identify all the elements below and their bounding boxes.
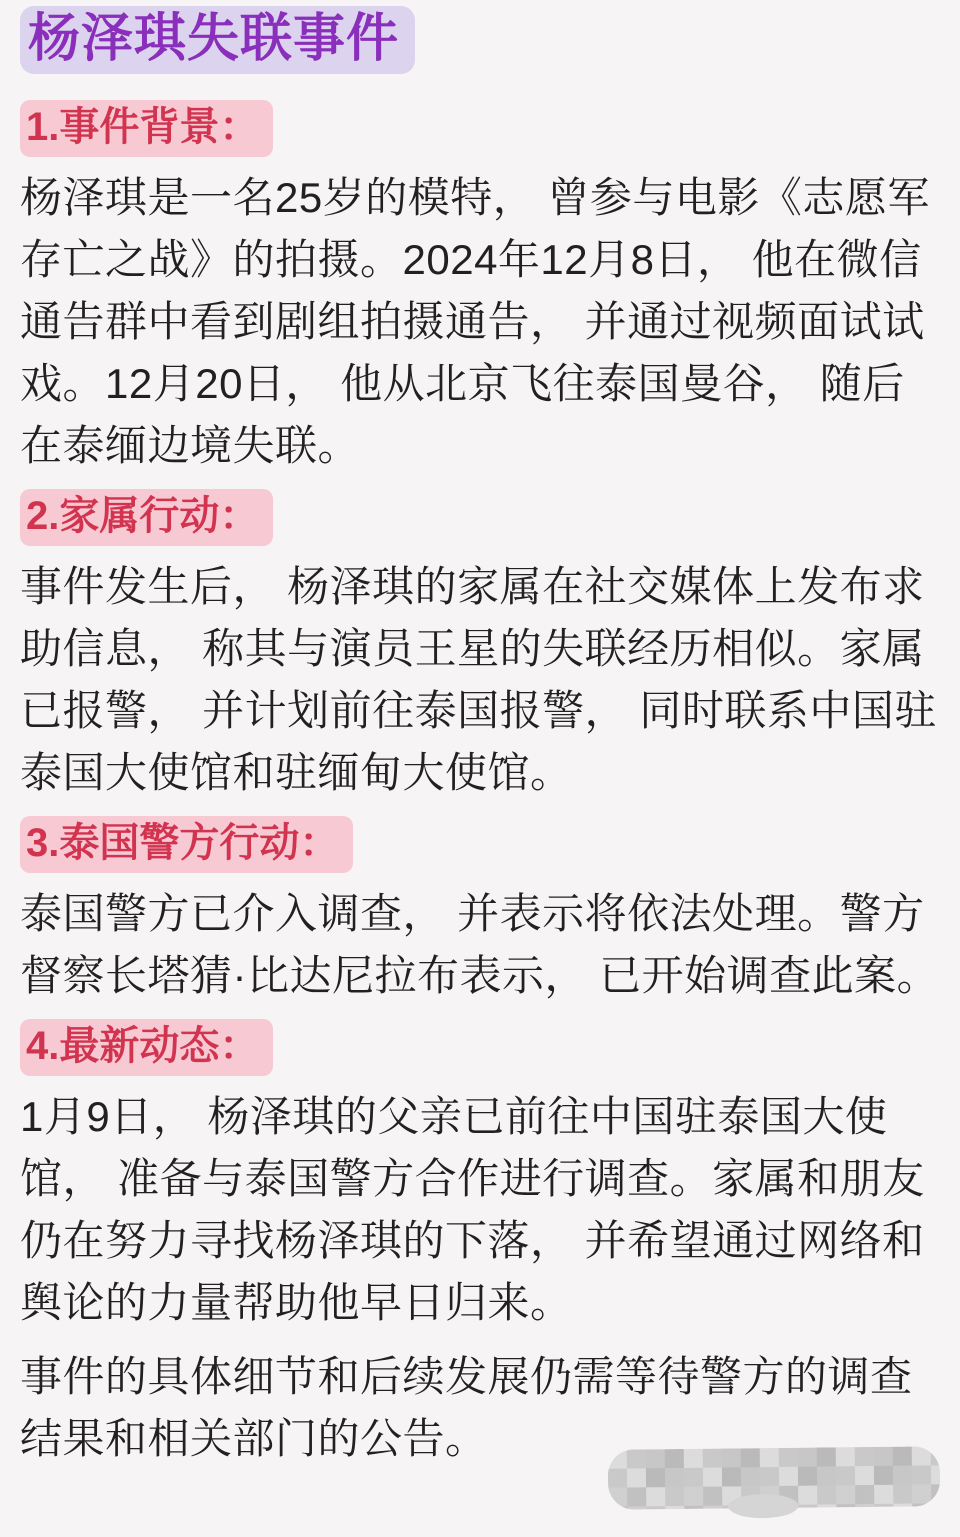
paragraph-event-background: 杨泽琪是一名25岁的模特， 曾参与电影《志愿军存亡之战》的拍摄。2024年12月8日， 他在微信通告群中看到剧组拍摄通告， 并通过视频面试试戏。12月20日， 他从北京飞往泰国曼谷， 随后在泰缅边境失联。	[20, 174, 930, 469]
page-title: 杨泽琪失联事件	[20, 6, 415, 74]
closing-paragraph: 事件的具体细节和后续发展仍需等待警方的调查结果和相关部门的公告。	[20, 1353, 913, 1462]
section-heading-thai-police-actions: 3.泰国警方行动：	[20, 816, 353, 873]
section-thai-police-actions	[20, 816, 940, 1007]
section-heading-event-background: 1.事件背景：	[20, 100, 273, 157]
section-event-background	[20, 100, 940, 477]
section-heading-latest-updates: 4.最新动态：	[20, 1019, 273, 1076]
section-family-actions	[20, 489, 940, 804]
paragraph-thai-police-actions: 泰国警方已介入调查， 并表示将依法处理。警方督察长塔猜·比达尼拉布表示， 已开始调查此案。	[20, 890, 940, 999]
paragraph-latest-updates: 1月9日， 杨泽琪的父亲已前往中国驻泰国大使馆， 准备与泰国警方合作进行调查。家属和朋友仍在努力寻找杨泽琪的下落， 并希望通过网络和舆论的力量帮助他早日归来。	[20, 1093, 925, 1326]
section-heading-family-actions: 2.家属行动：	[20, 489, 273, 546]
pixelated-watermark	[608, 1446, 941, 1509]
paragraph-family-actions: 事件发生后， 杨泽琪的家属在社交媒体上发布求助信息， 称其与演员王星的失联经历相似。家属已报警， 并计划前往泰国报警， 同时联系中国驻泰国大使馆和驻缅甸大使馆。	[20, 563, 937, 796]
section-latest-updates	[20, 1019, 940, 1334]
